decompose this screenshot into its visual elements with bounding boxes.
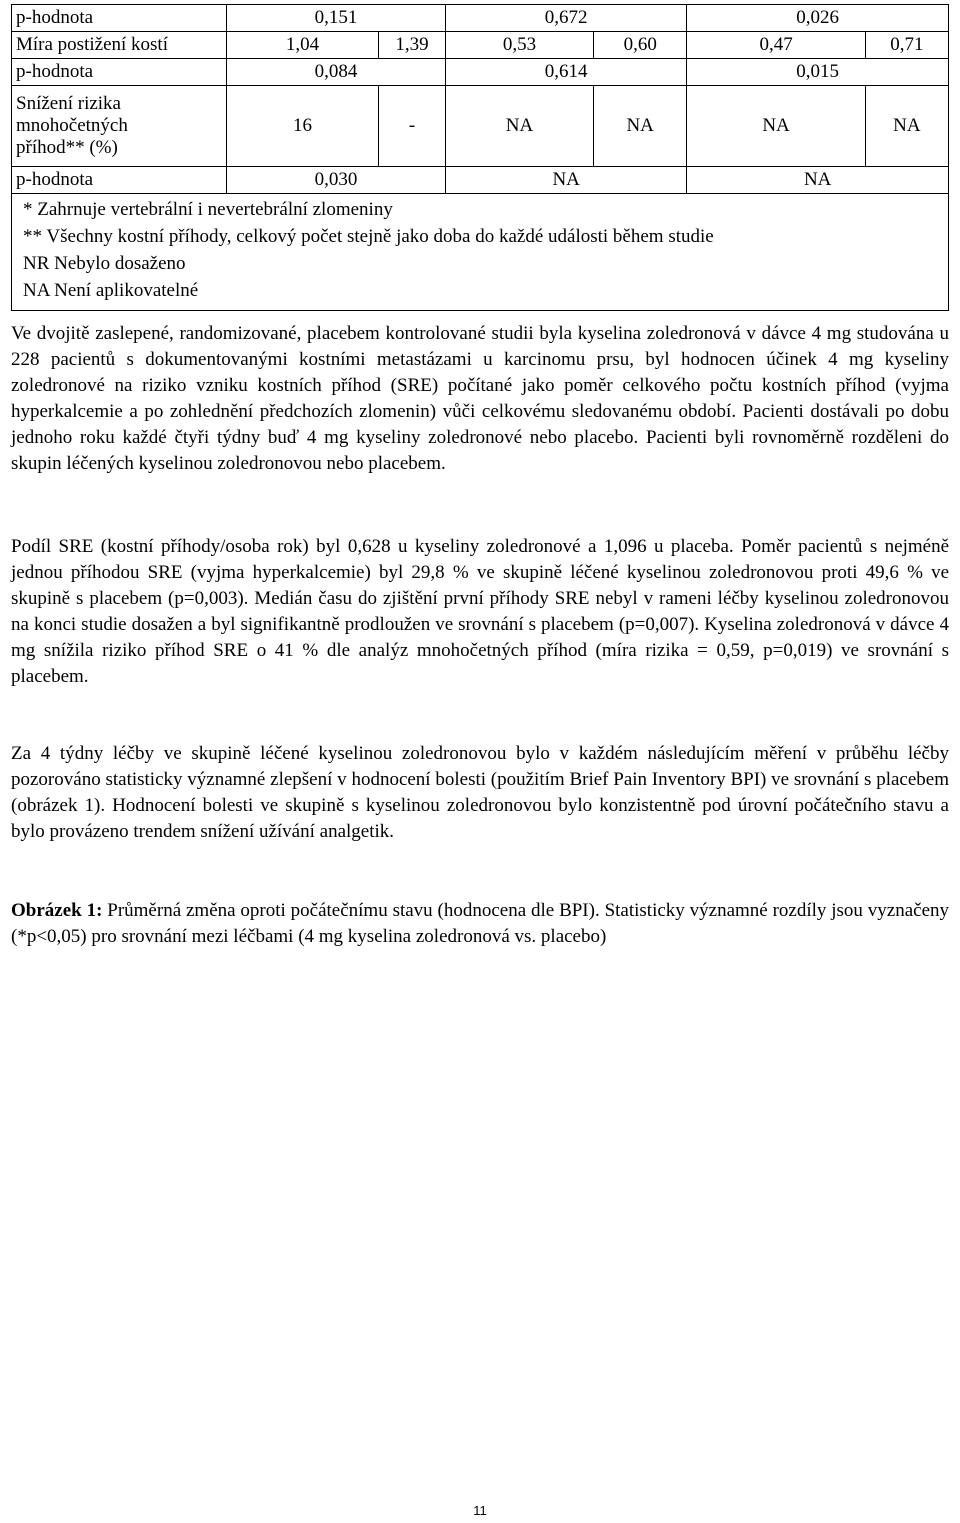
table-cell: 1,04 (226, 32, 378, 59)
table-cell: 0,614 (446, 59, 687, 86)
row-label-line: příhod** (%) (16, 137, 118, 158)
table-footnotes (12, 194, 949, 311)
table-cell: NA (687, 86, 865, 167)
caption-text: Průměrná změna oproti počátečnímu stavu (hodnocena dle BPI). Statisticky významné rozdíly jsou vyznačeny (*p<0,05) pro srovnání mezi léčbami (4 mg kyselina zoledronová vs. placebo) (11, 900, 949, 947)
table-cell: 0,71 (865, 32, 948, 59)
results-table (11, 4, 949, 311)
footnote: * Zahrnuje vertebrální i nevertebrální zlomeniny (23, 199, 393, 220)
table-cell: 1,39 (379, 32, 446, 59)
figure-caption (11, 898, 949, 950)
footnote: NA Není aplikovatelné (23, 280, 199, 301)
table-cell: 0,672 (446, 5, 687, 32)
row-label: p-hodnota (12, 5, 227, 32)
body-paragraph: Za 4 týdny léčby ve skupině léčené kyselinou zoledronovou bylo v každém následujícím měření v průběhu léčby pozorováno statisticky významné zlepšení v hodnocení bolesti (použitím Brief Pain Inventory BPI) ve srovnání s placebem (obrázek 1). Hodnocení bolesti ve skupině s kyselinou zoledronovou bylo konzistentně pod úrovní počátečního stavu a bylo provázeno trendem snížení užívání analgetik. (11, 743, 949, 842)
row-label-line: mnohočetných (16, 115, 128, 136)
table-row (12, 32, 949, 59)
table-cell: - (379, 86, 446, 167)
row-label-line: Snížení rizika (16, 93, 121, 114)
footnote: NR Nebylo dosaženo (23, 253, 186, 274)
body-paragraph: Ve dvojitě zaslepené, randomizované, placebem kontrolované studii byla kyselina zoledronová v dávce 4 mg studována u 228 pacientů s dokumentovanými kostními metastázami u karcinomu prsu, byl hodnocen účinek 4 mg kyseliny zoledronové na riziko vzniku kostních příhod (SRE) počítané jako poměr celkového počtu kostních příhod (vyjma hyperkalcemie a po zohlednění předchozích zlomenin) vůči celkovému sledovanému období. Pacienti dostávali po dobu jednoho roku každé čtyři týdny buď 4 mg kyseliny zoledronové nebo placebo. Pacienti byli rovnoměrně rozděleni do skupin léčených kyselinou zoledronovou nebo placebem. (11, 323, 949, 474)
table-footnotes-row (12, 194, 949, 311)
table-cell: 0,030 (226, 167, 445, 194)
table-cell: NA (446, 167, 687, 194)
row-label (12, 86, 227, 167)
table-cell: NA (446, 86, 594, 167)
table-cell: NA (594, 86, 687, 167)
table-cell: 0,084 (226, 59, 445, 86)
table-row (12, 5, 949, 32)
table-cell: NA (865, 86, 948, 167)
row-label: p-hodnota (12, 167, 227, 194)
table-row (12, 86, 949, 167)
row-label: p-hodnota (12, 59, 227, 86)
table-cell: 0,53 (446, 32, 594, 59)
page-number: 11 (473, 1503, 487, 1518)
table-cell: 0,015 (687, 59, 949, 86)
table-cell: 16 (226, 86, 378, 167)
table-cell: 0,026 (687, 5, 949, 32)
table-row (12, 59, 949, 86)
row-label: Míra postižení kostí (12, 32, 227, 59)
table-cell: 0,60 (594, 32, 687, 59)
body-paragraph: Podíl SRE (kostní příhody/osoba rok) byl 0,628 u kyseliny zoledronové a 1,096 u placeba. Poměr pacientů s nejméně jednou příhodou SRE (vyjma hyperkalcemie) byl 29,8 % ve skupině léčené kyselinou zoledronovou proti 49,6 % ve skupině s placebem (p=0,003). Medián času do zjištění první příhody SRE nebyl v rameni léčby kyselinou zoledronovou na konci studie dosažen a byl signifikantně prodloužen ve srovnání s placebem (p=0,007). Kyselina zoledronová v dávce 4 mg snížila riziko příhod SRE o 41 % dle analýz mnohočetných příhod (míra rizika = 0,59, p=0,019) ve srovnání s placebem. (11, 536, 949, 687)
caption-label: Obrázek 1: (11, 900, 103, 921)
table-cell: 0,47 (687, 32, 865, 59)
table-cell: NA (687, 167, 949, 194)
footnote: ** Všechny kostní příhody, celkový počet stejně jako doba do každé události během studie (23, 226, 714, 247)
table-cell: 0,151 (226, 5, 445, 32)
table-row (12, 167, 949, 194)
